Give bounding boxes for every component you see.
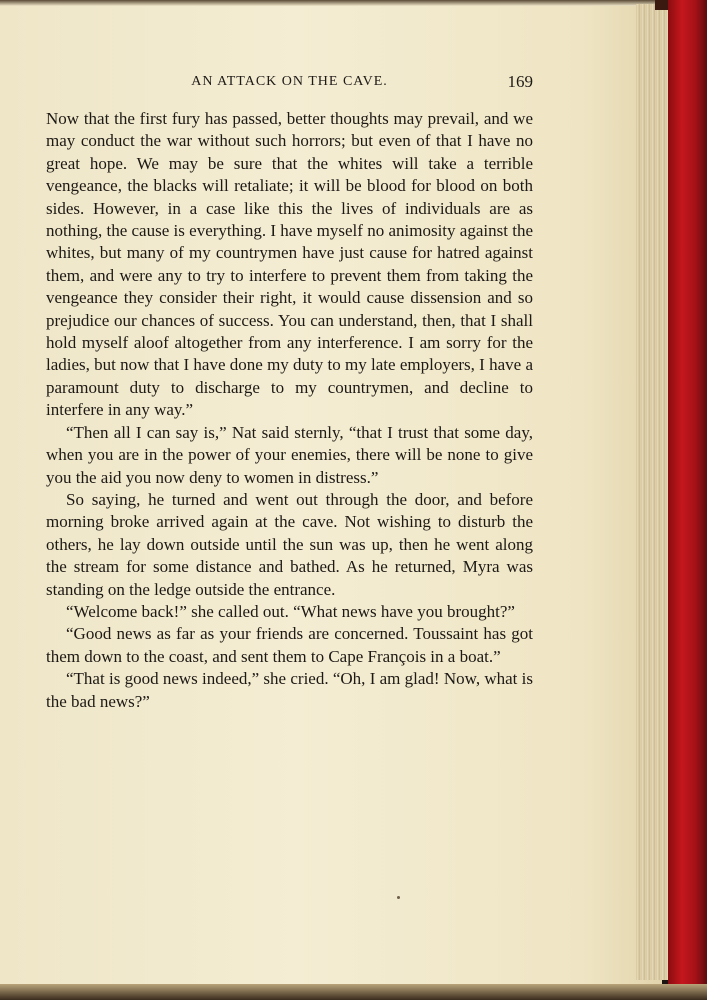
page-top-shadow	[0, 0, 662, 6]
page-header	[46, 72, 533, 94]
print-speck	[397, 896, 400, 899]
bottom-edge	[0, 984, 707, 1000]
paragraph-1: Now that the first fury has passed, better thoughts may prevail, and we may conduct the war without such horrors; but even of that I have no great hope. We may be sure that the whites will take a terrible vengeance, the blacks will retaliate; it will be blood for blood on both sides. However, in a case like this the lives of individuals are as nothing, the cause is everything. I have myself no animosity against the whites, but many of my countrymen have just cause for hatred against them, and were any to try to interfere to prevent them from taking the vengeance they consider their right, it would cause dissension and so prejudice our chances of success. You can understand, then, that I shall hold myself aloof altogether from any interference. I am sorry for the ladies, but now that I have done my duty to my late employers, I have a paramount duty to discharge to my countrymen, and decline to interfere in any way.”	[46, 109, 533, 420]
body-text	[46, 108, 533, 713]
paragraph-4: “Welcome back!” she called out. “What news have you brought?”	[66, 601, 515, 621]
paragraph-6: “That is good news indeed,” she cried. “Oh, I am glad! Now, what is the bad news?”	[46, 669, 533, 711]
page-edges	[636, 4, 670, 980]
paragraph-2: “Then all I can say is,” Nat said sternly, “that I trust that some day, when you are in the power of your enemies, there will be none to give you the aid you now deny to women in distress.”	[46, 422, 533, 487]
page-number: 169	[507, 72, 533, 91]
paragraph-5: “Good news as far as your friends are concerned. Toussaint has got them down to the coast, and sent them to Cape François in a boat.”	[46, 624, 533, 666]
running-head: AN ATTACK ON THE CAVE.	[191, 74, 388, 89]
paragraph-3: So saying, he turned and went out through the door, and before morning broke arrived again at the cave. Not wishing to disturb the others, he lay down outside until the sun was up, then he went along the stream for some distance and bathed. As he returned, Myra was standing on the ledge outside the entrance.	[46, 489, 533, 599]
red-book-cover	[668, 0, 707, 1000]
